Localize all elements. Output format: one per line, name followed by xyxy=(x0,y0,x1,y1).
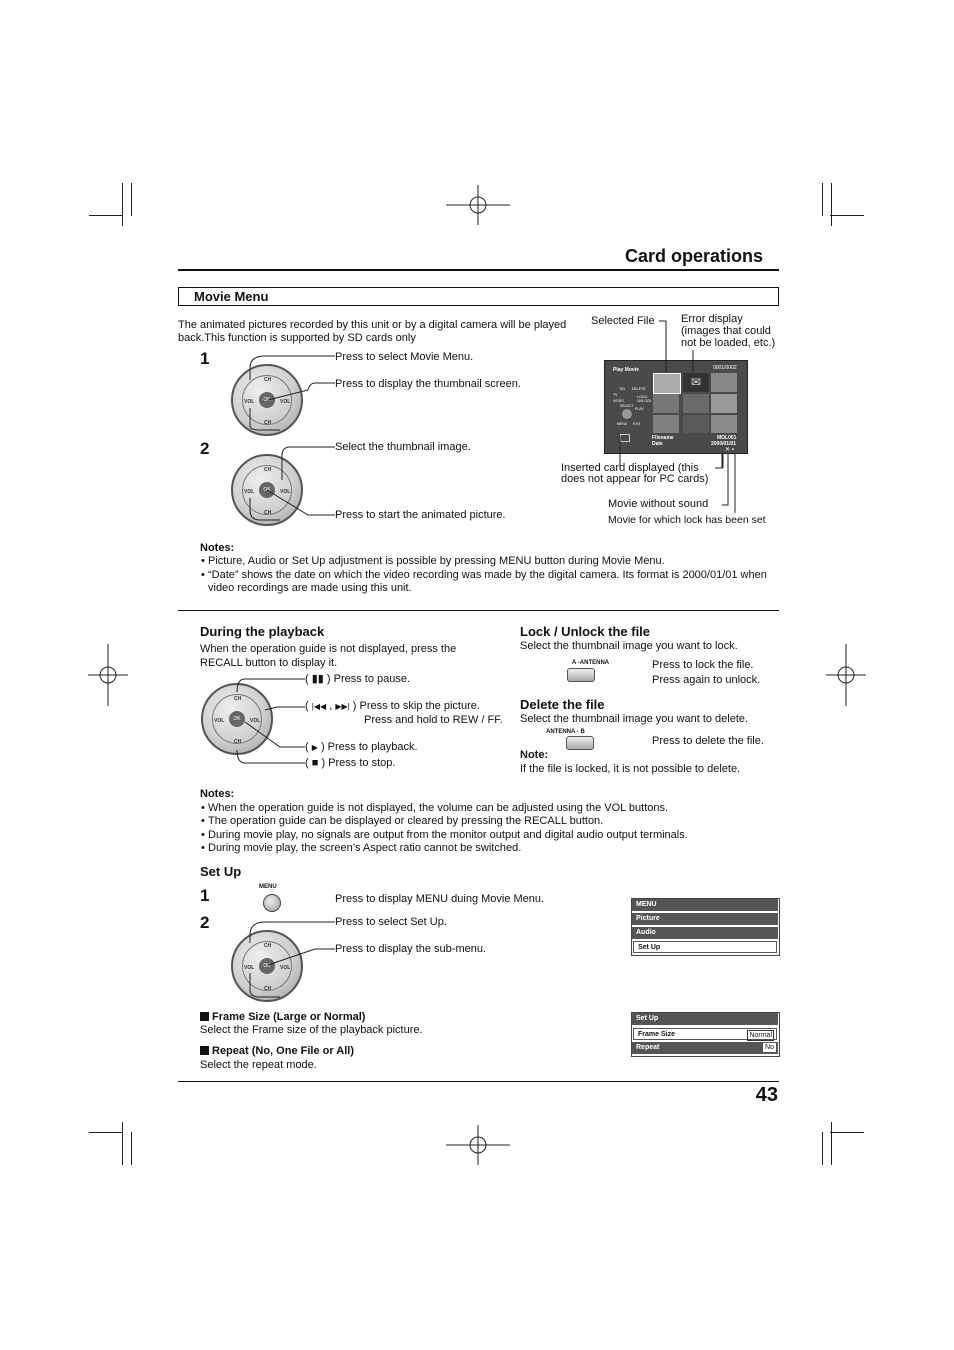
repeat-value[interactable]: No xyxy=(765,1044,774,1051)
page-number: 43 xyxy=(755,1084,778,1106)
step1-line2: Press to display the thumbnail screen. xyxy=(335,378,521,390)
callout-error-display: Error display (images that could not be loaded, etc.) xyxy=(681,313,776,349)
callout-leaders xyxy=(600,318,750,516)
note-item: Picture, Audio or Set Up adjustment is possible by pressing MENU button during Movie Menu. xyxy=(208,555,665,567)
registration-mark-right xyxy=(826,640,866,710)
registration-mark-top xyxy=(440,185,516,225)
a-antenna-button[interactable] xyxy=(567,668,595,682)
crop-mark xyxy=(831,183,832,226)
setup-line1: Press to display MENU duing Movie Menu. xyxy=(335,893,545,905)
registration-mark-left xyxy=(88,640,128,710)
crop-mark xyxy=(822,1132,823,1165)
crop-mark xyxy=(89,215,123,216)
menu-screen xyxy=(631,898,780,956)
delete-line1: Press to delete the file. xyxy=(652,735,764,747)
callout-inserted-card: Inserted card displayed (this does not appear for PC cards) xyxy=(561,462,709,485)
setup-line3: Press to display the sub-menu. xyxy=(335,943,487,955)
frame-size-value[interactable]: Normal xyxy=(749,1032,772,1039)
notes-heading: Notes: xyxy=(200,542,235,554)
step1-line1: Press to select Movie Menu. xyxy=(335,351,474,363)
note-item: The operation guide can be displayed or cleared by pressing the RECALL button. xyxy=(208,815,604,827)
frame-size-desc: Select the Frame size of the playback picture. xyxy=(200,1024,423,1036)
setup-screen xyxy=(631,1012,780,1057)
note-item: During movie play, no signals are output from the monitor output and digital audio output terminals. xyxy=(208,829,688,841)
remote-dial[interactable]: CH CH VOL VOL OK xyxy=(231,364,303,436)
repeat-title: Repeat (No, One File or All) xyxy=(212,1045,354,1057)
movie-menu-section-box xyxy=(178,287,779,306)
step-number: 2 xyxy=(200,439,210,458)
delete-note-heading: Note: xyxy=(520,749,549,761)
play-movie-screen: Play Movie 0001/0002 SD DELETE TV VIDEO LOCK/ UNLOCK SELECT PLAY MENU EXIT ✉ Filename Date MOL001 2000/01/01 ✕ ▪ xyxy=(604,360,748,454)
lock-intro: Select the thumbnail image you want to lock. xyxy=(520,640,738,652)
setup-heading: Set Up xyxy=(200,864,242,879)
ok-button[interactable]: OK xyxy=(259,392,275,408)
step-number: 1 xyxy=(200,886,210,905)
crop-mark xyxy=(131,1132,132,1165)
menu-button-label: MENU xyxy=(259,884,277,890)
ok-button[interactable]: OK xyxy=(229,711,245,727)
step2-line2: Press to start the animated picture. xyxy=(335,509,506,521)
header-rule xyxy=(178,269,779,271)
remote-dial[interactable]: CH CH VOL VOL OK xyxy=(201,683,273,755)
notes2-heading: Notes: xyxy=(200,788,235,800)
lock-heading: Lock / Unlock the file xyxy=(520,624,651,639)
menu-item-picture[interactable]: Picture xyxy=(632,913,778,925)
skip-forward-icon: ▶▶| xyxy=(335,702,350,711)
remote-dial[interactable]: CH CH VOL VOL OK xyxy=(231,454,303,526)
ok-button[interactable]: OK xyxy=(259,482,275,498)
menu-item-setup[interactable]: Set Up xyxy=(633,941,777,953)
playback-intro-1: When the operation guide is not displayed, press the xyxy=(200,643,457,655)
footer-rule xyxy=(178,1081,779,1082)
skip-label-2: Press and hold to REW / FF. xyxy=(364,714,503,726)
crop-mark xyxy=(131,183,132,216)
movie-menu-heading: Movie Menu xyxy=(194,289,269,304)
setup-line2: Press to select Set Up. xyxy=(335,916,447,928)
step1-leaders xyxy=(220,350,335,432)
stop-label: ) Press to stop. xyxy=(321,757,396,769)
note-item: During movie play, the screen’s Aspect ratio cannot be switched. xyxy=(208,842,522,854)
setup-screen-header: Set Up xyxy=(632,1013,778,1025)
callout-without-sound: Movie without sound xyxy=(608,498,709,510)
step-number: 1 xyxy=(200,349,210,368)
skip-back-icon: |◀◀ xyxy=(311,702,327,711)
step2-line1: Select the thumbnail image. xyxy=(335,441,471,453)
crop-mark xyxy=(830,1132,864,1133)
callout-selected-file: Selected File xyxy=(591,315,655,327)
bullet-square-icon xyxy=(200,1012,209,1021)
callout-lock-set: Movie for which lock has been set xyxy=(608,514,766,526)
pause-icon: ▮▮ xyxy=(311,673,324,685)
remote-dial[interactable]: CH CH VOL VOL OK xyxy=(231,930,303,1002)
section-divider xyxy=(178,610,779,611)
setup-row-repeat[interactable]: Repeat No xyxy=(632,1042,778,1054)
note-item: video recordings are made using this unit. xyxy=(208,582,412,594)
crop-mark xyxy=(122,183,123,226)
a-antenna-label: A -ANTENNA xyxy=(572,660,610,666)
antenna-b-label: ANTENNA - B xyxy=(546,729,585,735)
lock-line1: Press to lock the file. xyxy=(652,659,754,671)
crop-mark xyxy=(830,215,864,216)
frame-size-title: Frame Size (Large or Normal) xyxy=(212,1011,366,1023)
delete-heading: Delete the file xyxy=(520,697,605,712)
movie-menu-intro-1: The animated pictures recorded by this unit or by a digital camera will be played xyxy=(178,319,567,331)
repeat-desc: Select the repeat mode. xyxy=(200,1059,317,1071)
delete-intro: Select the thumbnail image you want to delete. xyxy=(520,713,749,725)
note-item: “Date” shows the date on which the video recording was made by the digital camera. Its format is 2000/01/01 when xyxy=(208,569,767,581)
play-label: ) Press to playback. xyxy=(320,741,418,753)
menu-item-audio[interactable]: Audio xyxy=(632,927,778,939)
pause-label: ) Press to pause. xyxy=(326,673,411,685)
bullet-square-icon xyxy=(200,1046,209,1055)
step-number: 2 xyxy=(200,913,210,932)
no-sound-lock-icons: ✕ ▪ xyxy=(725,447,734,453)
play-icon: ▶ xyxy=(311,743,318,752)
antenna-b-button[interactable] xyxy=(566,736,594,750)
playback-intro-2: RECALL button to display it. xyxy=(200,657,338,669)
ok-button[interactable]: OK xyxy=(259,958,275,974)
playback-leaders xyxy=(225,672,307,768)
crop-mark xyxy=(822,183,823,216)
lock-line2: Press again to unlock. xyxy=(652,674,761,686)
movie-menu-intro-2: back.This function is supported by SD cards only xyxy=(178,332,416,344)
note-item: When the operation guide is not displayed, the volume can be adjusted using the VOL buttons. xyxy=(208,802,669,814)
menu-button[interactable] xyxy=(263,894,281,912)
page-title: Card operations xyxy=(624,246,763,266)
registration-mark-bottom xyxy=(440,1125,516,1165)
setup-leaders xyxy=(220,915,335,1000)
error-icon: ✉ xyxy=(683,373,709,392)
crop-mark xyxy=(89,1132,123,1133)
menu-screen-header: MENU xyxy=(632,899,778,911)
crop-mark xyxy=(122,1122,123,1165)
step2-leaders xyxy=(220,440,335,522)
stop-icon: ■ xyxy=(311,757,319,769)
setup-row-frame-size[interactable]: Frame Size Normal xyxy=(633,1028,777,1040)
playback-heading: During the playback xyxy=(200,624,325,639)
delete-note: If the file is locked, it is not possible to delete. xyxy=(520,763,741,775)
crop-mark xyxy=(831,1122,832,1165)
skip-label: ) Press to skip the picture. xyxy=(352,700,480,712)
